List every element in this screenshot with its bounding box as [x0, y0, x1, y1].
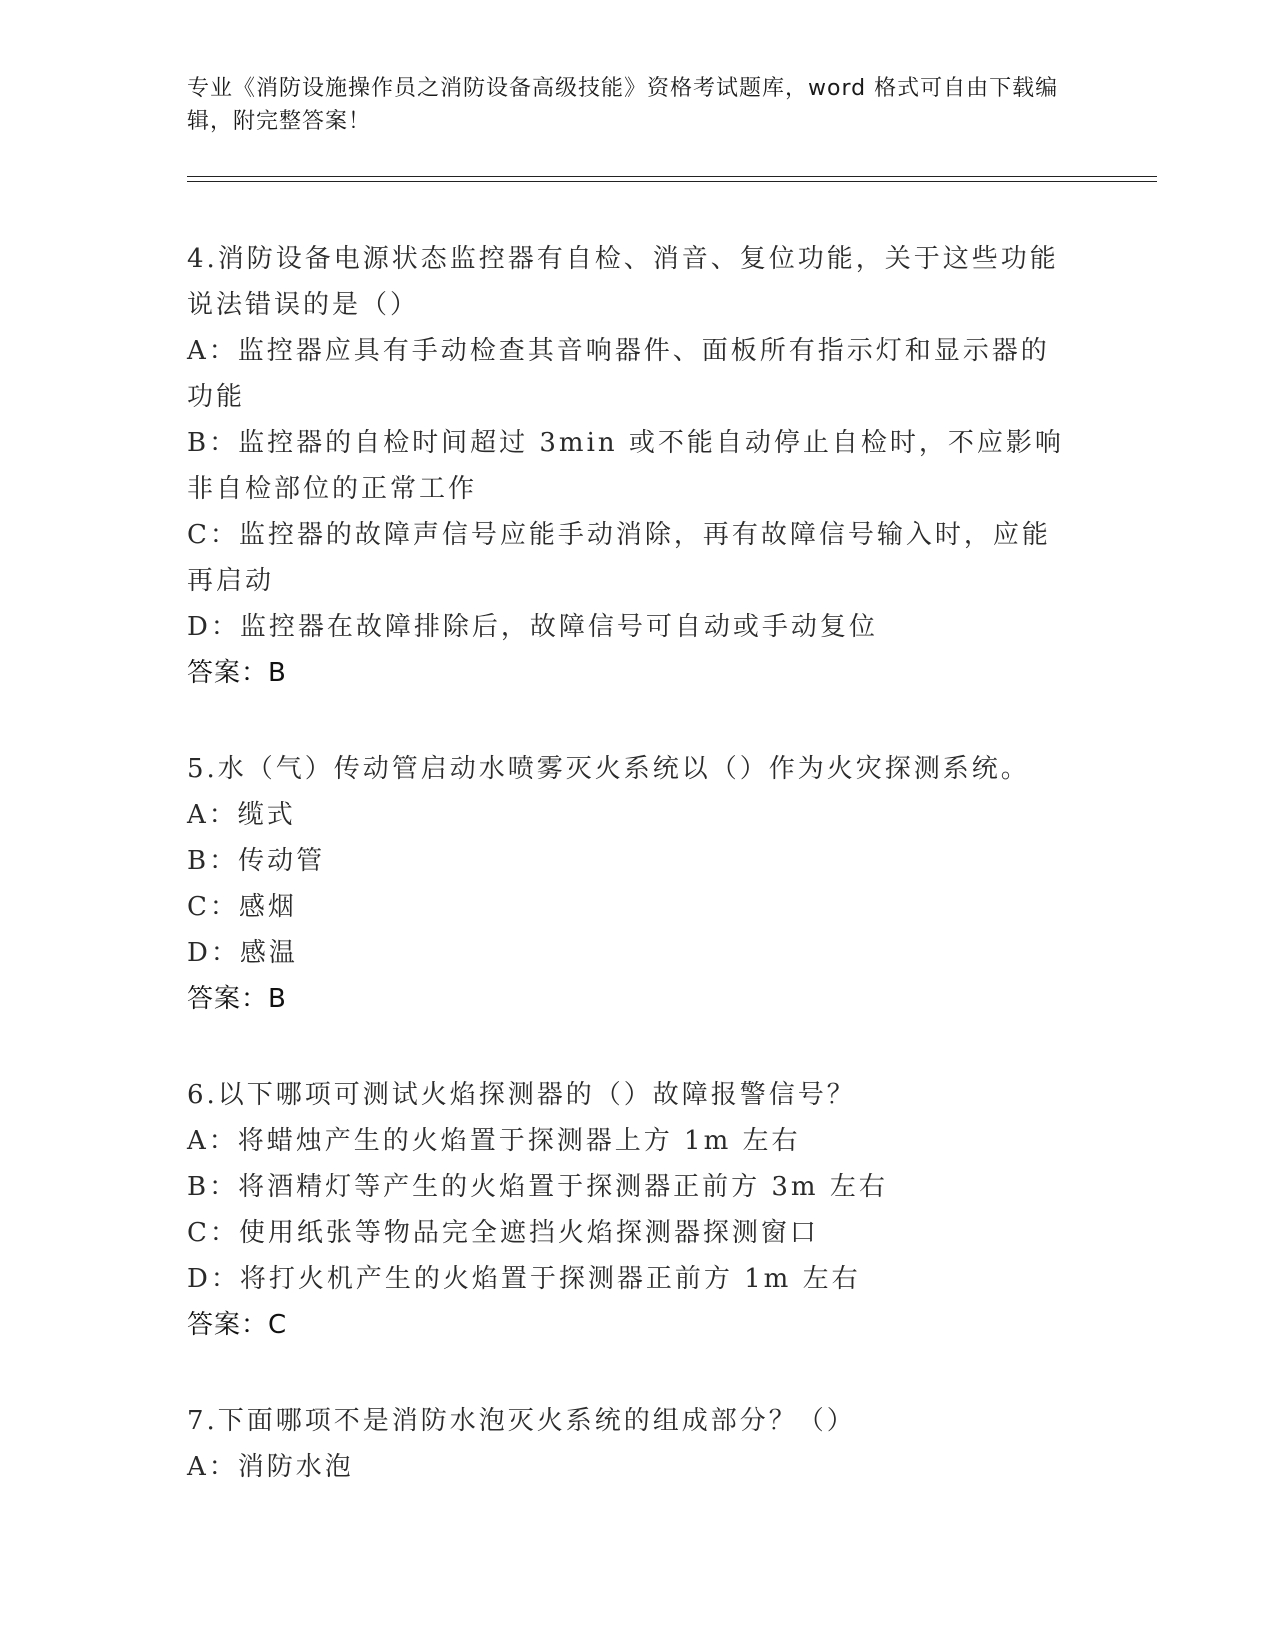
option-c: C：感烟 [187, 892, 297, 922]
option-d: D：感温 [187, 938, 298, 968]
question-5 [187, 746, 1157, 1022]
option-b: B：将酒精灯等产生的火焰置于探测器正前方 3m 左右 [187, 1172, 888, 1202]
question-list [187, 236, 1157, 1540]
option-c: C：使用纸张等物品完全遮挡火焰探测器探测窗口 [187, 1218, 819, 1248]
document-header: 专业《消防设施操作员之消防设备高级技能》资格考试题库，word 格式可自由下载编辑，附完整答案！ [187, 76, 1059, 134]
question-6 [187, 1072, 1157, 1348]
answer: 答案：B [187, 984, 287, 1014]
option-d: D：监控器在故障排除后，故障信号可自动或手动复位 [187, 612, 878, 642]
question-stem: 6.以下哪项可测试火焰探测器的（）故障报警信号？ [187, 1080, 856, 1110]
answer: 答案：C [187, 1310, 288, 1340]
option-b: B：监控器的自检时间超过 3min 或不能自动停止自检时，不应影响非自检部位的正常工作 [187, 428, 1064, 504]
option-b: B：传动管 [187, 846, 326, 876]
header-rule-top [187, 176, 1157, 177]
question-7 [187, 1398, 1157, 1490]
header-rule-bottom [187, 181, 1157, 182]
question-stem: 7.下面哪项不是消防水泡灭火系统的组成部分？（） [187, 1406, 856, 1436]
option-a: A：监控器应具有手动检查其音响器件、面板所有指示灯和显示器的功能 [187, 336, 1050, 412]
option-c: C：监控器的故障声信号应能手动消除，再有故障信号输入时，应能再启动 [187, 520, 1051, 596]
option-a: A：消防水泡 [187, 1452, 354, 1482]
question-stem: 4.消防设备电源状态监控器有自检、消音、复位功能，关于这些功能说法错误的是（） [187, 244, 1059, 320]
question-4 [187, 236, 1157, 696]
question-stem: 5.水（气）传动管启动水喷雾灭火系统以（）作为火灾探测系统。 [187, 754, 1030, 784]
option-a: A：缆式 [187, 800, 296, 830]
answer: 答案：B [187, 658, 287, 688]
option-a: A：将蜡烛产生的火焰置于探测器上方 1m 左右 [187, 1126, 801, 1156]
option-d: D：将打火机产生的火焰置于探测器正前方 1m 左右 [187, 1264, 861, 1294]
